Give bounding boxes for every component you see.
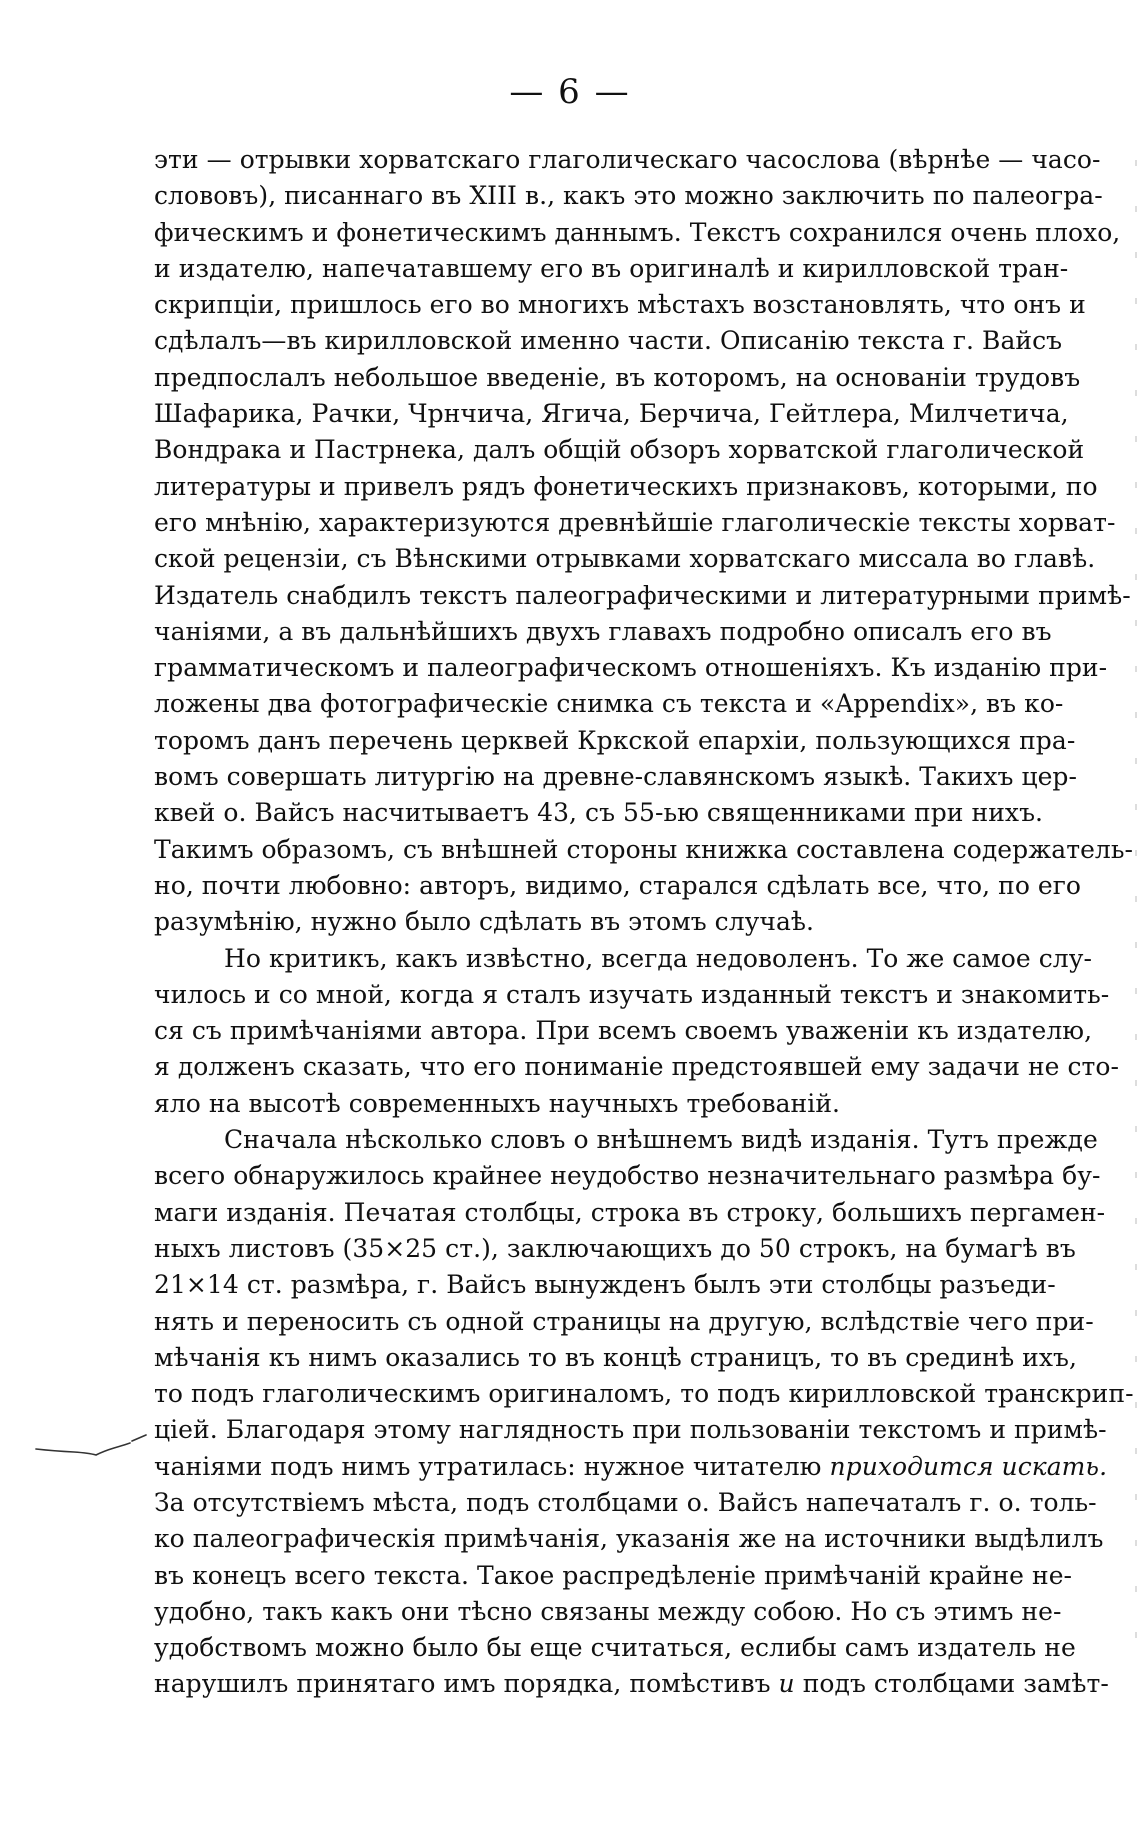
text-line: Такимъ образомъ, съ внѣшней стороны книжка составлена содержатель- [154, 834, 1134, 864]
text-line: я долженъ сказать, что его пониманіе предстоявшей ему задачи не сто- [154, 1052, 1120, 1082]
text-line: Сначала нѣсколько словъ о внѣшнемъ видѣ изданія. Тутъ прежде [224, 1125, 1098, 1155]
text-line: чилось и со мной, когда я сталъ изучать изданный текстъ и знакомить- [154, 979, 1110, 1009]
text-line: ко палеографическія примѣчанія, указанія же на источники выдѣлилъ [154, 1524, 1104, 1554]
text-line: торомъ данъ перечень церквей Кркской епархіи, пользующихся пра- [154, 725, 1076, 755]
text-line: Издатель снабдилъ текстъ палеографическими и литературными примѣ- [154, 580, 1131, 610]
text-line: ціей. Благодаря этому наглядность при пользованіи текстомъ и примѣ- [154, 1415, 1107, 1445]
text-line: ся съ примѣчаніями автора. При всемъ своемъ уваженіи къ издателю, [154, 1016, 1093, 1046]
text-line: фическимъ и фонетическимъ даннымъ. Текстъ сохранился очень плохо, [154, 217, 1121, 247]
text-line: слововъ), писаннаго въ XIII в., какъ это можно заключить по палеогра- [154, 181, 1103, 211]
text-line: ныхъ листовъ (35×25 ст.), заключающихъ до 50 строкъ, на бумагѣ въ [154, 1233, 1076, 1263]
text-line: яло на высотѣ современныхъ научныхъ требованій. [154, 1088, 841, 1118]
text-line: всего обнаружилось крайнее неудобство незначительнаго размѣра бу- [154, 1161, 1101, 1191]
text-line: его мнѣнію, характеризуются древнѣйшіе глаголическіе тексты хорват- [154, 507, 1116, 537]
paragraph-2 [154, 941, 1120, 1122]
italic-word: и [778, 1669, 795, 1699]
text-line: квей о. Вайсъ насчитываетъ 43, съ 55-ью священниками при нихъ. [154, 798, 1044, 828]
italic-phrase: приходится искать. [829, 1451, 1108, 1481]
text-line-with-italic [154, 1449, 1108, 1485]
text-line: Вондрака и Пастрнека, далъ общій обзоръ хорватской глаголической [154, 435, 1085, 465]
text-line: вомъ совершать литургію на древне-славянскомъ языкѣ. Такихъ цер- [154, 762, 1077, 792]
text-line: мѣчанія къ нимъ оказались то въ концѣ страницъ, то въ срединѣ ихъ, [154, 1342, 1078, 1372]
text-line: грамматическомъ и палеографическомъ отношеніяхъ. Къ изданію при- [154, 653, 1108, 683]
text-segment: нарушилъ принятаго имъ порядка, помѣстивъ [154, 1669, 779, 1699]
text-line: сдѣлалъ—въ кирилловской именно части. Описанію текста г. Вайсъ [154, 326, 1063, 356]
text-line: то подъ глаголическимъ оригиналомъ, то подъ кирилловской транскрип- [154, 1379, 1134, 1409]
text-line: Но критикъ, какъ извѣстно, всегда недоволенъ. То же самое слу- [224, 943, 1092, 973]
text-line: удобно, такъ какъ они тѣсно связаны между собою. Но съ этимъ не- [154, 1596, 1062, 1626]
paragraph-3 [154, 1122, 1134, 1703]
text-line: ложены два фотографическіе снимка съ текста и «Appendix», въ ко- [154, 689, 1064, 719]
text-line: предпослалъ небольшое введеніе, въ которомъ, на основаніи трудовъ [154, 362, 1081, 392]
text-line: нять и переносить съ одной страницы на другую, вслѣдствіе чего при- [154, 1306, 1094, 1336]
text-line-with-italic [154, 1666, 1109, 1702]
main-text [154, 142, 1134, 1703]
paragraph-1 [154, 142, 1134, 941]
text-line: ской рецензіи, съ Вѣнскими отрывками хорватскаго миссала во главѣ. [154, 544, 1096, 574]
text-line: разумѣнію, нужно было сдѣлать въ этомъ случаѣ. [154, 907, 815, 937]
text-line: въ конецъ всего текста. Такое распредѣленіе примѣчаній крайне не- [154, 1560, 1073, 1590]
text-line: За отсутствіемъ мѣста, подъ столбцами о. Вайсъ напечаталъ г. о. толь- [154, 1487, 1097, 1517]
text-segment: подъ столбцами замѣт- [794, 1669, 1109, 1699]
text-line: литературы и привелъ рядъ фонетическихъ признаковъ, которыми, по [154, 471, 1098, 501]
text-line: маги изданія. Печатая столбцы, строка въ строку, большихъ пергамен- [154, 1197, 1106, 1227]
text-segment: чаніями подъ нимъ утратилась: нужное читателю [154, 1451, 830, 1481]
scan-edge-mark [1132, 160, 1140, 1660]
text-line: 21×14 ст. размѣра, г. Вайсъ вынужденъ былъ эти столбцы разъеди- [154, 1270, 1056, 1300]
text-line: и издателю, напечатавшему его въ оригиналѣ и кирилловской тран- [154, 253, 1069, 283]
text-line: эти — отрывки хорватскаго глаголическаго часослова (вѣрнѣе — часо- [154, 145, 1101, 174]
text-line: но, почти любовно: авторъ, видимо, старался сдѣлать все, что, по его [154, 870, 1082, 900]
text-line: скрипціи, пришлось его во многихъ мѣстахъ возстановлять, что онъ и [154, 290, 1086, 320]
text-line: удобствомъ можно было бы еще считаться, еслибы самъ издатель не [154, 1633, 1076, 1663]
text-line: чаніями, а въ дальнѣйшихъ двухъ главахъ подробно описалъ его въ [154, 616, 1052, 646]
pencil-margin-mark [34, 1425, 154, 1465]
page-number: — 6 — [509, 72, 631, 112]
text-line: Шафарика, Рачки, Чрнчича, Ягича, Берчича, Гейтлера, Милчетича, [154, 399, 1069, 429]
